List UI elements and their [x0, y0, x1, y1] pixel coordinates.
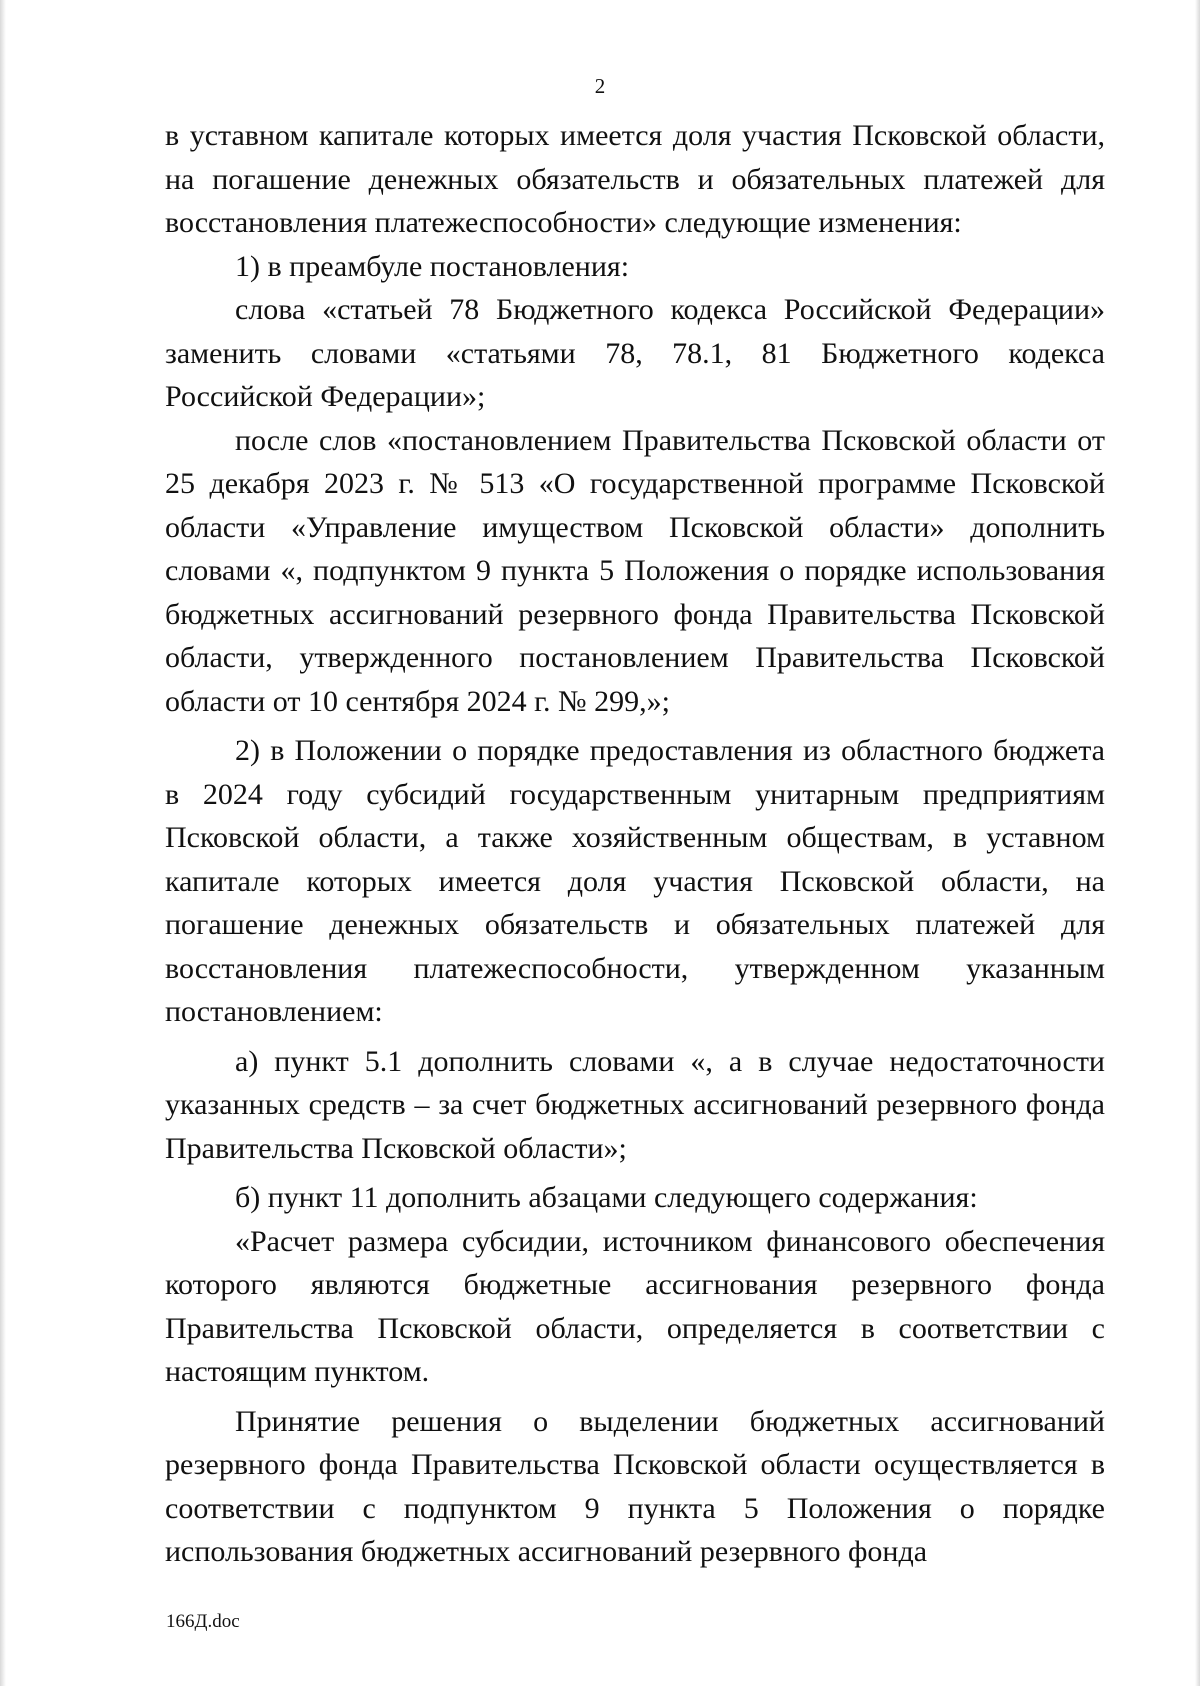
paragraph-decision-making: Принятие решения о выделении бюджетных ассигнований резервного фонда Правительства Псковской области осуществляется в соответствии с подпунктом 9 пункта 5 Положения о порядке использования бюджетных ассигнований резервного фонда	[165, 1404, 1105, 1568]
page-number: 2	[594, 74, 606, 98]
scan-edge-left	[0, 0, 6, 1686]
scan-edge-right	[1195, 0, 1200, 1686]
paragraph-after-words-addition: после слов «постановлением Правительства Псковской области от 25 декабря 2023 г. № 513 «О государственной программе Псковской области «Управление имуществом Псковской области» дополнить словами «, подпунктом 9 пункта 5 Положения о порядке использования бюджетных ассигнований резервного фонда Правительства Псковской области, утвержденного постановлением Правительства Псковской области от 10 сентября 2024 г. № 299,»;	[165, 423, 1105, 718]
paragraph-subsidy-calculation: «Расчет размера субсидии, источником финансового обеспечения которого являются бюджетные ассигнования резервного фонда Правительства Псковской области, определяется в соответствии с настоящим пунктом.	[165, 1224, 1105, 1388]
paragraph-subitem-b: б) пункт 11 дополнить абзацами следующего содержания:	[235, 1181, 978, 1214]
paragraph-item-2-regulation: 2) в Положении о порядке предоставления из областного бюджета в 2024 году субсидий государственным унитарным предприятиям Псковской области, а также хозяйственным обществам, в уставном капитале которых имеется доля участия Псковской области, на погашение денежных обязательств и обязательных платежей для восстановления платежеспособности, утвержденном указанным постановлением:	[165, 734, 1105, 1028]
document-body	[165, 114, 1105, 1574]
document-filename: 166Д.doc	[166, 1611, 240, 1632]
paragraph-item-1-preamble: 1) в преамбуле постановления:	[235, 249, 630, 283]
paragraph-words-replacement: слова «статьей 78 Бюджетного кодекса Российской Федерации» заменить словами «статьями 78, 78.1, 81 Бюджетного кодекса Российской Федерации»;	[165, 293, 1105, 413]
paragraph-subitem-a: а) пункт 5.1 дополнить словами «, а в случае недостаточности указанных средств – за счет бюджетных ассигнований резервного фонда Правительства Псковской области»;	[165, 1044, 1105, 1165]
paragraph-continuation: в уставном капитале которых имеется доля участия Псковской области, на погашение денежных обязательств и обязательных платежей для восстановления платежеспособности» следующие изменения:	[165, 119, 1105, 239]
